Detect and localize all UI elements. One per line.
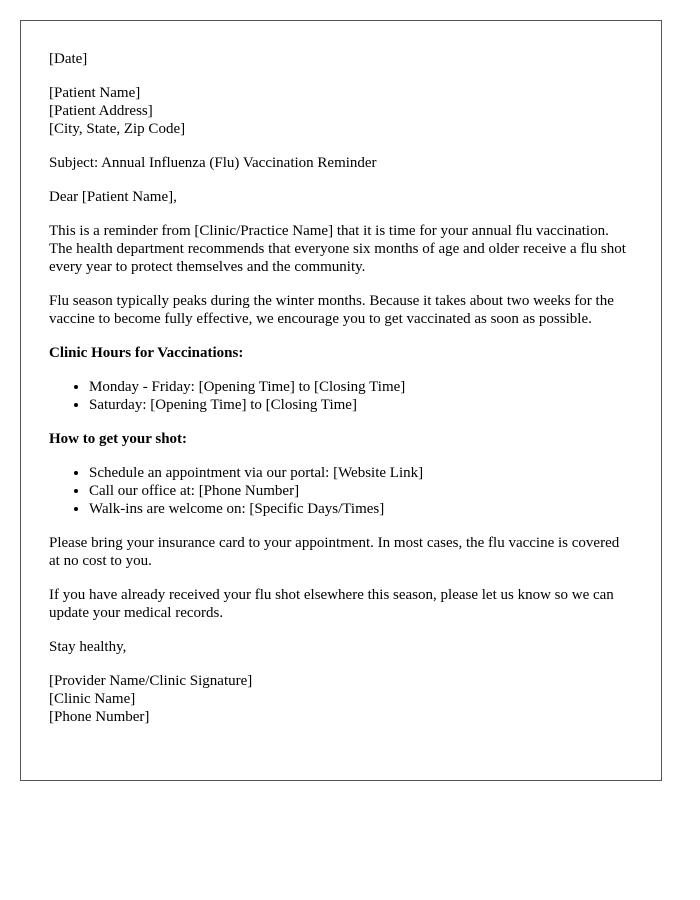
recipient-city: [City, State, Zip Code] (49, 121, 186, 137)
hours-heading: Clinic Hours for Vaccinations: (49, 345, 244, 361)
letter-subject: Subject: Annual Influenza (Flu) Vaccination Reminder (49, 155, 377, 171)
hours-list (49, 378, 633, 414)
recipient-address (49, 84, 633, 138)
body-paragraph-1: This is a reminder from [Clinic/Practice Name] that it is time for your annual flu vaccination. The health department recommends that everyone six months of age and older receive a flu shot every year to protect themselves and the community. (49, 223, 626, 275)
signature-provider: [Provider Name/Clinic Signature] (49, 673, 253, 689)
recipient-street: [Patient Address] (49, 103, 153, 119)
body-paragraph-3: Please bring your insurance card to your appointment. In most cases, the flu vaccine is covered at no cost to you. (49, 535, 620, 569)
letter-closing: Stay healthy, (49, 639, 127, 655)
how-item: • Schedule an appointment via our portal: [Website Link] (89, 464, 633, 482)
hours-item: • Monday - Friday: [Opening Time] to [Closing Time] (89, 378, 633, 396)
how-item: • Walk-ins are welcome on: [Specific Days/Times] (89, 500, 633, 518)
letter-page (20, 20, 662, 781)
hours-item: • Saturday: [Opening Time] to [Closing Time] (89, 396, 633, 414)
how-item: • Call our office at: [Phone Number] (89, 482, 633, 500)
how-heading: How to get your shot: (49, 431, 188, 447)
recipient-name: [Patient Name] (49, 85, 141, 101)
body-paragraph-2: Flu season typically peaks during the winter months. Because it takes about two weeks for the vaccine to become fully effective, we encourage you to get vaccinated as soon as possible. (49, 293, 614, 327)
letter-greeting: Dear [Patient Name], (49, 189, 177, 205)
body-paragraph-4: If you have already received your flu shot elsewhere this season, please let us know so we can update your medical records. (49, 587, 614, 621)
how-list (49, 464, 633, 518)
signature-block (49, 672, 633, 726)
signature-phone: [Phone Number] (49, 709, 150, 725)
letter-date: [Date] (49, 51, 88, 67)
signature-clinic: [Clinic Name] (49, 691, 136, 707)
